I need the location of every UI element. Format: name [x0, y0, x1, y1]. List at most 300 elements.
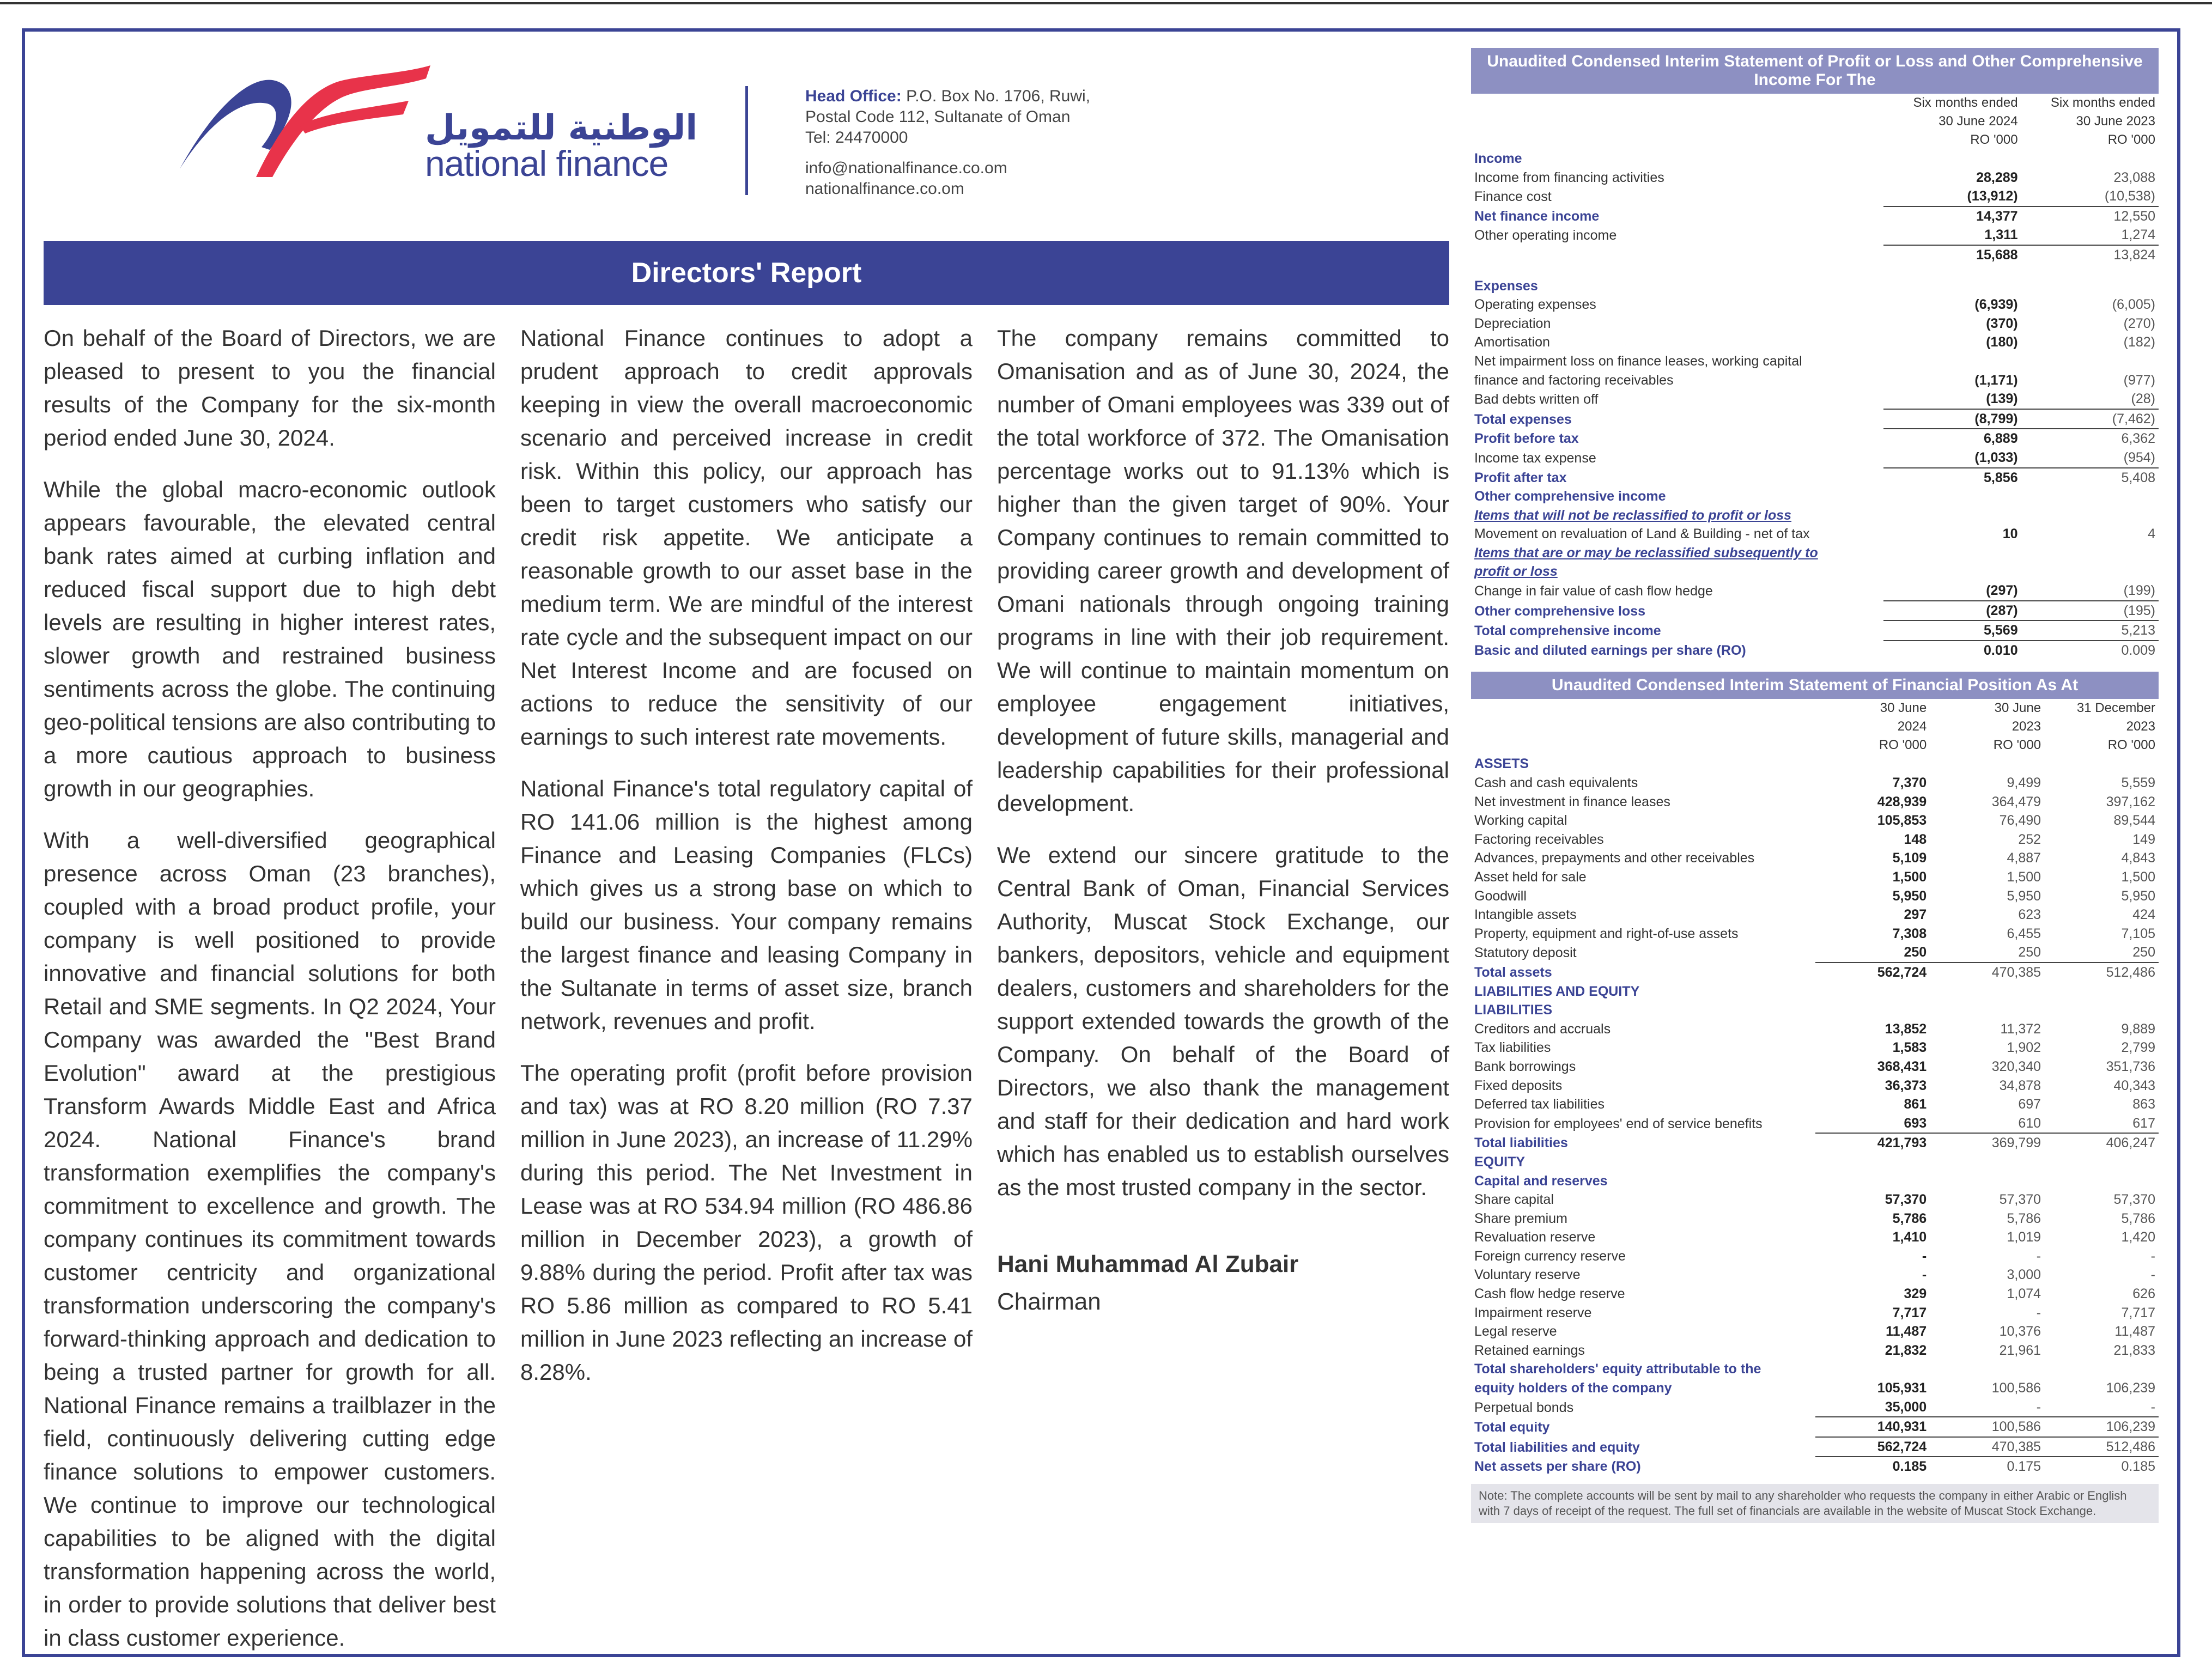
fp-row-label: Deferred tax liabilities	[1474, 1097, 1605, 1112]
pl-table-row	[1471, 333, 2159, 352]
fp-row-label: equity holders of the company	[1474, 1380, 1672, 1396]
fp-row-value-1: 105,931	[1877, 1380, 1927, 1396]
fp-table-row	[1471, 924, 2159, 943]
fp-row-value-2: 34,878	[1999, 1078, 2041, 1093]
pl-row-label: Income from financing activities	[1474, 169, 1664, 185]
pl-col1-date: 30 June 2024	[1938, 114, 2018, 129]
fp-row-label: Intangible assets	[1474, 907, 1577, 923]
website-link[interactable]: nationalfinance.co.om	[805, 180, 964, 198]
fp-row-value-2	[1930, 1153, 2044, 1172]
fp-row-value-1: 11,487	[1886, 1324, 1927, 1340]
fp-row-label: Bank borrowings	[1474, 1058, 1576, 1074]
fp-row-value-2: 6,455	[2007, 926, 2041, 941]
fp-table-row	[1471, 1379, 2159, 1398]
fp-row-value-3: 21,833	[2113, 1342, 2155, 1358]
telephone: Tel: 24470000	[805, 129, 908, 147]
pl-row-value-1: 6,889	[1883, 429, 2021, 448]
fp-table-row	[1471, 1038, 2159, 1057]
fp-row-value-2: 1,902	[2007, 1040, 2041, 1056]
fp-row-value-3: 5,950	[2121, 888, 2155, 904]
fp-row-label: Statutory deposit	[1474, 945, 1577, 961]
fp-row-label: Provision for employees' end of service benefits	[1474, 1116, 1763, 1131]
pl-row-value-1: (1,171)	[1974, 372, 2018, 388]
fp-table-row	[1471, 963, 2159, 982]
pl-row-value-2	[2021, 544, 2159, 563]
fp-row-value-1: 21,832	[1885, 1342, 1927, 1358]
fp-row-value-1: 0.185	[1815, 1457, 1930, 1476]
pl-table-row	[1471, 525, 2159, 544]
fp-table-row	[1471, 1057, 2159, 1076]
pl-row-value-1	[1883, 562, 2021, 581]
pl-table-row	[1471, 562, 2159, 581]
pl-row-value-2: 5,213	[2021, 620, 2159, 641]
report-title: Directors' Report	[44, 241, 1449, 305]
fp-row-value-2: 100,586	[1930, 1417, 2044, 1437]
pl-row-value-2: (7,462)	[2021, 409, 2159, 429]
pl-table-row	[1471, 487, 2159, 506]
fp-statement-title: Unaudited Condensed Interim Statement of Financial Position As At	[1471, 672, 2159, 699]
fp-row-value-1: 421,793	[1815, 1133, 1930, 1153]
fp-header-row-3	[1471, 736, 2159, 754]
fp-row-value-2: 1,074	[2007, 1286, 2041, 1302]
fp-row-label: Cash and cash equivalents	[1474, 775, 1638, 791]
pl-table-row	[1471, 226, 2159, 245]
fp-row-value-3: 0.185	[2044, 1457, 2159, 1476]
pl-row-label: Movement on revaluation of Land & Building - net of tax	[1474, 526, 1810, 542]
fp-row-value-2	[1930, 982, 2044, 1001]
pl-row-value-2	[2021, 352, 2159, 371]
fp-table-row	[1471, 887, 2159, 906]
fp-row-value-2: 470,385	[1930, 1437, 2044, 1457]
fp-row-value-3: 40,343	[2113, 1078, 2155, 1093]
pl-row-value-1	[1883, 544, 2021, 563]
paragraph-credit: National Finance continues to adopt a prudent approach to credit approvals keeping in view the overall macroeconomic scenario and perceived increase in credit risk. Within this policy, our approach has been to target customers who satisfy our credit risk appetite. We anticipate a reasonable growth to our asset base in the medium term. We are mindful of the interest rate cycle and the subsequent impact on our Net Interest Income and are focused on actions to reduce the sensitivity of our earnings to such interest rate movements.	[520, 325, 973, 750]
fp-row-label: Revaluation reserve	[1474, 1229, 1596, 1245]
fp-row-value-2: 3,000	[2007, 1267, 2041, 1283]
email-link[interactable]: info@nationalfinance.co.om	[805, 159, 1007, 177]
pl-row-label: Operating expenses	[1474, 297, 1596, 313]
fp-row-value-2: 252	[2018, 831, 2041, 847]
pl-row-value-2: (270)	[2123, 315, 2155, 331]
fp-row-label: Factoring receivables	[1474, 831, 1604, 847]
fp-row-label: Total shareholders' equity attributable to the	[1474, 1361, 1761, 1377]
fp-col2-header: 30 June	[1994, 701, 2041, 716]
fp-table-row	[1471, 1285, 2159, 1304]
pl-row-value-2: 5,408	[2021, 468, 2159, 488]
pl-row-value-1: (287)	[1883, 601, 2021, 621]
pl-col1-unit: RO '000	[1970, 132, 2018, 147]
fp-row-value-2: 0.175	[1930, 1457, 2044, 1476]
pl-row-value-1: 10	[2002, 526, 2018, 542]
fp-col3-header: 31 December	[2076, 701, 2155, 716]
fp-col3-unit: RO '000	[2107, 738, 2155, 753]
fp-row-label: LIABILITIES AND EQUITY	[1474, 983, 1640, 999]
fp-table-row	[1471, 905, 2159, 924]
fp-row-value-1	[1815, 982, 1930, 1001]
pl-row-label: Amortisation	[1474, 334, 1550, 350]
fp-table-row	[1471, 774, 2159, 793]
fp-row-value-3: 424	[2132, 907, 2155, 923]
fp-row-value-2: 320,340	[1991, 1058, 2041, 1074]
pl-table-row	[1471, 601, 2159, 621]
fp-row-value-1: 57,370	[1885, 1192, 1927, 1208]
fp-table-row	[1471, 1001, 2159, 1020]
pl-row-value-2	[2021, 265, 2159, 277]
pl-row-value-1: (13,912)	[1967, 188, 2018, 204]
fp-table-row	[1471, 811, 2159, 830]
pl-row-value-1	[1883, 487, 2021, 506]
pl-table-row	[1471, 371, 2159, 390]
pl-row-value-2	[2021, 487, 2159, 506]
fp-col1-year: 2024	[1897, 719, 1927, 734]
fp-row-value-2: 610	[2018, 1115, 2041, 1131]
report-column-3	[997, 321, 1449, 1318]
pl-row-value-1	[1883, 265, 2021, 277]
pl-row-label: profit or loss	[1474, 564, 1558, 580]
pl-row-label: Change in fair value of cash flow hedge	[1474, 583, 1713, 599]
fp-row-value-2: 1,500	[2007, 869, 2041, 885]
fp-row-value-1: 148	[1904, 831, 1927, 847]
fp-row-value-3: 397,162	[2106, 794, 2155, 809]
fp-table-row	[1471, 1457, 2159, 1476]
fp-table-row	[1471, 1228, 2159, 1247]
pl-row-label: Profit before tax	[1474, 431, 1579, 447]
pl-row-label: Income tax expense	[1474, 450, 1596, 466]
fp-col1-unit: RO '000	[1879, 738, 1927, 753]
fp-row-value-2	[1930, 1172, 2044, 1191]
fp-table-row	[1471, 1133, 2159, 1153]
fp-row-value-1: 5,109	[1892, 850, 1927, 866]
fp-header-row-1	[1471, 699, 2159, 717]
fp-row-value-2: 76,490	[1999, 813, 2041, 829]
pl-table	[1471, 94, 2159, 660]
pl-row-label: Income	[1474, 151, 1522, 166]
fp-row-value-1: 13,852	[1885, 1021, 1927, 1037]
fp-row-label: Impairment reserve	[1474, 1305, 1592, 1320]
fp-row-value-3	[2044, 1001, 2159, 1020]
fp-row-label: Net investment in finance leases	[1474, 794, 1670, 809]
fp-table-row	[1471, 849, 2159, 868]
fp-table-row	[1471, 1020, 2159, 1039]
fp-row-value-1	[1815, 1172, 1930, 1191]
pl-row-value-2	[2021, 506, 2159, 525]
fp-row-label: Share capital	[1474, 1192, 1554, 1208]
fp-row-value-3: 89,544	[2113, 813, 2155, 829]
pl-row-value-2: 1,274	[2121, 227, 2155, 243]
fp-row-value-3: 5,559	[2121, 775, 2155, 791]
pl-row-label: Other comprehensive income	[1474, 489, 1666, 504]
paragraph-outlook: While the global macro-economic outlook appears favourable, the elevated central bank rates aimed at curbing inflation and reduced fiscal support due to high debt levels are resulting in higher interest rates, slower growth and restrained business sentiments across the globe. The continuing geo-political tensions are also contributing to a more cautious approach to business growth in our geographies.	[44, 477, 496, 801]
fp-table-row	[1471, 943, 2159, 963]
pl-row-value-2: 0.009	[2021, 641, 2159, 660]
fp-row-value-2: 623	[2018, 907, 2041, 923]
pl-col2-unit: RO '000	[2107, 132, 2155, 147]
fp-row-value-1: 7,370	[1892, 775, 1927, 791]
pl-row-value-2: (954)	[2123, 449, 2155, 465]
fp-row-label: EQUITY	[1474, 1154, 1526, 1170]
pl-table-row	[1471, 277, 2159, 296]
head-office-label: Head Office:	[805, 87, 902, 105]
fp-row-value-1	[1815, 1001, 1930, 1020]
fp-row-label: Fixed deposits	[1474, 1078, 1563, 1093]
pl-row-label: Finance cost	[1474, 189, 1552, 205]
pl-table-row	[1471, 389, 2159, 409]
fp-row-value-3: 149	[2132, 831, 2155, 847]
pl-row-value-1	[1883, 149, 2021, 168]
fp-row-label: Total liabilities and equity	[1474, 1439, 1640, 1455]
fp-row-value-1: 35,000	[1885, 1399, 1927, 1415]
paragraph-intro: On behalf of the Board of Directors, we are pleased to present to you the financial results of the Company for the six-month period ended June 30, 2024.	[44, 325, 496, 451]
fp-row-value-2: 100,586	[1991, 1380, 2041, 1396]
pl-row-value-1: 5,569	[1883, 620, 2021, 641]
fp-row-label: Advances, prepayments and other receivables	[1474, 850, 1755, 866]
fp-row-label: Total equity	[1474, 1420, 1550, 1435]
fp-row-value-1: 1,583	[1892, 1040, 1927, 1056]
fp-row-value-2	[1930, 754, 2044, 774]
fp-row-value-1: 368,431	[1877, 1058, 1927, 1074]
report-column-1	[44, 321, 496, 1673]
pl-table-row	[1471, 641, 2159, 660]
pl-table-row	[1471, 265, 2159, 277]
fp-row-value-1: 693	[1904, 1115, 1927, 1131]
signatory-title: Chairman	[997, 1288, 1101, 1315]
pl-table-row	[1471, 409, 2159, 429]
pl-row-label: Other operating income	[1474, 228, 1617, 244]
pl-row-value-1: 15,688	[1883, 245, 2021, 265]
fp-row-value-3: 250	[2132, 945, 2155, 960]
pl-table-row	[1471, 506, 2159, 525]
fp-table-row	[1471, 1114, 2159, 1134]
pl-table-row	[1471, 295, 2159, 314]
fp-row-value-1: 861	[1904, 1097, 1927, 1112]
fp-row-value-3: -	[2150, 1399, 2155, 1415]
fp-row-value-3	[2044, 1153, 2159, 1172]
pl-row-value-2: (199)	[2123, 583, 2155, 599]
fp-table-row	[1471, 754, 2159, 774]
fp-row-value-3: 11,487	[2114, 1324, 2155, 1340]
pl-table-row	[1471, 620, 2159, 641]
fp-row-value-3: 406,247	[2044, 1133, 2159, 1153]
pl-header-row-1	[1471, 94, 2159, 112]
fp-row-value-1	[1815, 1360, 1930, 1379]
fp-row-value-3: 57,370	[2113, 1192, 2155, 1208]
pl-row-label: Items that are or may be reclassified subsequently to	[1474, 545, 1818, 561]
fp-row-value-1: 36,373	[1885, 1078, 1927, 1093]
fp-row-value-1	[1815, 754, 1930, 774]
brand-name-arabic: الوطنية للتمويل	[425, 108, 698, 148]
fp-header-row-2	[1471, 717, 2159, 736]
fp-row-value-1: -	[1922, 1267, 1927, 1283]
fp-row-value-3: 617	[2132, 1115, 2155, 1131]
pl-row-value-2: 13,824	[2021, 245, 2159, 265]
pl-row-value-1: (297)	[1986, 583, 2018, 599]
fp-row-value-3: 626	[2132, 1286, 2155, 1302]
signatory-name: Hani Muhammad Al Zubair	[997, 1251, 1299, 1277]
fp-row-label: Total assets	[1474, 964, 1552, 980]
fp-table-row	[1471, 1417, 2159, 1437]
report-column-2	[520, 321, 973, 1407]
pl-row-label: Net impairment loss on finance leases, working capital	[1474, 353, 1802, 369]
pl-row-value-1	[1883, 352, 2021, 371]
pl-row-label: Basic and diluted earnings per share (RO)	[1474, 642, 1746, 658]
fp-table-row	[1471, 1209, 2159, 1228]
fp-row-value-2: 10,376	[1999, 1324, 2041, 1340]
paragraph-capital: National Finance's total regulatory capital of RO 141.06 million is the highest among Finance and Leasing Companies (FLCs) which gives us a strong base on which to build our business. Your company remains the largest finance and leasing Company in the Sultanate in terms of asset size, branch network, revenues and profit.	[520, 776, 973, 1034]
fp-row-label: Foreign currency reserve	[1474, 1248, 1626, 1264]
fp-row-value-1: 428,939	[1877, 794, 1927, 809]
pl-table-row	[1471, 429, 2159, 448]
pl-statement-title: Unaudited Condensed Interim Statement of Profit or Loss and Other Comprehensive Income For The	[1471, 48, 2159, 94]
pl-row-value-2: 6,362	[2021, 429, 2159, 448]
fp-row-value-3	[2044, 1172, 2159, 1191]
pl-table-row	[1471, 314, 2159, 333]
fp-row-value-1: 1,500	[1892, 869, 1927, 885]
fp-table-row	[1471, 1247, 2159, 1266]
fp-row-value-3: 351,736	[2106, 1058, 2155, 1074]
pl-row-label	[1471, 265, 1883, 277]
fp-row-value-1: 562,724	[1815, 1437, 1930, 1457]
pl-row-value-1: (180)	[1986, 334, 2018, 350]
pl-row-value-1: 1,311	[1984, 227, 2018, 243]
fp-row-value-1: 5,786	[1892, 1210, 1927, 1226]
fp-row-value-3: -	[2150, 1267, 2155, 1283]
fp-row-value-1	[1815, 1153, 1930, 1172]
fp-table-row	[1471, 982, 2159, 1001]
fp-row-label: Voluntary reserve	[1474, 1267, 1581, 1283]
pl-row-label: Depreciation	[1474, 315, 1551, 331]
fp-row-value-3: 863	[2132, 1097, 2155, 1112]
pl-row-value-2	[2021, 149, 2159, 168]
fp-col1-header: 30 June	[1880, 701, 1927, 716]
pl-table-row	[1471, 544, 2159, 563]
pl-row-label: Profit after tax	[1474, 470, 1567, 485]
fp-row-value-2	[1930, 1001, 2044, 1020]
fp-row-label: Goodwill	[1474, 888, 1527, 904]
fp-table-row	[1471, 1153, 2159, 1172]
fp-table-row	[1471, 1341, 2159, 1360]
pl-row-value-1	[1883, 506, 2021, 525]
pl-table-row	[1471, 448, 2159, 468]
fp-row-label: Creditors and accruals	[1474, 1021, 1611, 1037]
fp-row-label: Capital and reserves	[1474, 1173, 1608, 1189]
fp-row-label: Tax liabilities	[1474, 1040, 1551, 1056]
fp-row-label: Asset held for sale	[1474, 869, 1587, 885]
fp-row-label: Working capital	[1474, 813, 1567, 829]
fp-row-value-1: 562,724	[1815, 963, 1930, 982]
fp-row-value-3: 5,786	[2121, 1210, 2155, 1226]
pl-row-value-2: (977)	[2123, 372, 2155, 388]
fp-table-row	[1471, 1304, 2159, 1323]
fp-table-row	[1471, 1095, 2159, 1114]
pl-table-row	[1471, 581, 2159, 601]
fp-row-value-3: 7,105	[2121, 926, 2155, 941]
fp-row-label: Legal reserve	[1474, 1324, 1557, 1340]
fp-table-row	[1471, 868, 2159, 887]
fp-col3-year: 2023	[2126, 719, 2155, 734]
fp-row-label: Share premium	[1474, 1210, 1567, 1226]
fp-row-label: Perpetual bonds	[1474, 1399, 1574, 1415]
pl-table-row	[1471, 468, 2159, 488]
fp-table-row	[1471, 1398, 2159, 1417]
fp-row-label: Retained earnings	[1474, 1342, 1585, 1358]
pl-row-value-2: (6,005)	[2112, 297, 2155, 313]
pl-row-value-2	[2021, 277, 2159, 296]
fp-table	[1471, 699, 2159, 1476]
national-finance-logo-icon	[174, 60, 436, 185]
pl-table-row	[1471, 245, 2159, 265]
fp-row-value-3: 512,486	[2044, 963, 2159, 982]
pl-table-row	[1471, 187, 2159, 206]
pl-row-label: Net finance income	[1474, 208, 1600, 224]
pl-row-value-1: (370)	[1986, 315, 2018, 331]
fp-row-label: Property, equipment and right-of-use assets	[1474, 926, 1739, 941]
fp-row-value-1: -	[1922, 1248, 1927, 1264]
fp-row-value-2: -	[2036, 1399, 2041, 1415]
fp-row-value-3: 2,799	[2121, 1040, 2155, 1056]
fp-row-value-3	[2044, 754, 2159, 774]
fp-row-value-2: 57,370	[1999, 1192, 2041, 1208]
fp-table-row	[1471, 1076, 2159, 1095]
paragraph-presence: With a well-diversified geographical presence across Oman (23 branches), coupled with a broad product profile, your company is well positioned to provide innovative and financial solutions for both Retail and SME segments. In Q2 2024, Your Company was awarded the "Best Brand Evolution" award at the prestigious Transform Awards Middle East and Africa 2024. National Finance's brand transformation exemplifies the company's commitment to excellence and growth. The company continues its commitment towards customer centricity and organizational transformation underscoring the company's forward-thinking approach and dedication to being a trusted partner for growth for all. National Finance remains a trailblazer in the field, continuously delivering cutting edge finance solutions to empower customers. We continue to improve our technological capabilities to be aligned with the digital transformation happening across the world, in order to provide solutions that deliver best in class customer experience.	[44, 827, 496, 1651]
fp-row-value-2: 369,799	[1930, 1133, 2044, 1153]
fp-row-value-3: 106,239	[2044, 1417, 2159, 1437]
pl-row-value-1: (6,939)	[1974, 297, 2018, 313]
fp-row-value-3: -	[2150, 1248, 2155, 1264]
top-rule	[0, 2, 2212, 4]
fp-table-row	[1471, 830, 2159, 849]
fp-row-value-2: 1,019	[2007, 1229, 2041, 1245]
fp-row-value-3: 7,717	[2121, 1305, 2155, 1320]
fp-row-label: LIABILITIES	[1474, 1002, 1553, 1018]
fp-row-value-2: 4,887	[2007, 850, 2041, 866]
fp-table-row	[1471, 1265, 2159, 1285]
fp-row-value-1: 329	[1904, 1286, 1927, 1302]
fp-row-label: Cash flow hedge reserve	[1474, 1286, 1625, 1302]
fp-row-value-3: 512,486	[2044, 1437, 2159, 1457]
pl-row-value-2: 12,550	[2021, 206, 2159, 226]
fp-row-value-2: 5,786	[2007, 1210, 2041, 1226]
fp-row-label: Total liabilities	[1474, 1135, 1568, 1151]
fp-row-value-1: 7,308	[1892, 926, 1927, 941]
fp-row-value-2: 5,950	[2007, 888, 2041, 904]
fp-row-value-3: 106,239	[2106, 1380, 2155, 1396]
paragraph-omanisation: The company remains committed to Omanisation and as of June 30, 2024, the number of Omani employees was 339 out of the total workforce of 372. The Omanisation percentage works out to 91.13% which is higher than the given target of 90%. Your Company continues to remain committed to providing career growth and development of Omani nationals through ongoing training programs in line with their job requirement. We will continue to maintain momentum on employee engagement initiatives, development of future skills, managerial and leadership capabilities for their professional development.	[997, 325, 1449, 816]
pl-row-label: finance and factoring receivables	[1474, 372, 1674, 388]
pl-table-row	[1471, 149, 2159, 168]
fp-row-value-3: 1,420	[2121, 1229, 2155, 1245]
header-divider	[745, 86, 748, 195]
pl-row-value-2: (28)	[2131, 391, 2155, 407]
pl-row-value-1	[1883, 277, 2021, 296]
fp-row-value-3	[2044, 982, 2159, 1001]
fp-row-value-1: 250	[1904, 945, 1927, 960]
pl-table-row	[1471, 168, 2159, 187]
pl-header-row-3	[1471, 131, 2159, 149]
fp-row-value-2: 697	[2018, 1097, 2041, 1112]
fp-table-row	[1471, 1322, 2159, 1341]
pl-row-label: Total expenses	[1474, 411, 1572, 427]
pl-row-value-2: 23,088	[2113, 169, 2155, 185]
pl-header-row-2	[1471, 112, 2159, 131]
fp-row-value-3: 1,500	[2121, 869, 2155, 885]
pl-row-value-1: (139)	[1986, 391, 2018, 407]
fp-row-value-1: 105,853	[1877, 813, 1927, 829]
fp-row-value-2: 9,499	[2007, 775, 2041, 791]
address-line-2: Postal Code 112, Sultanate of Oman	[805, 108, 1071, 126]
fp-col2-unit: RO '000	[1993, 738, 2041, 753]
fp-row-value-1: 140,931	[1815, 1417, 1930, 1437]
pl-row-value-2: (182)	[2123, 334, 2155, 350]
